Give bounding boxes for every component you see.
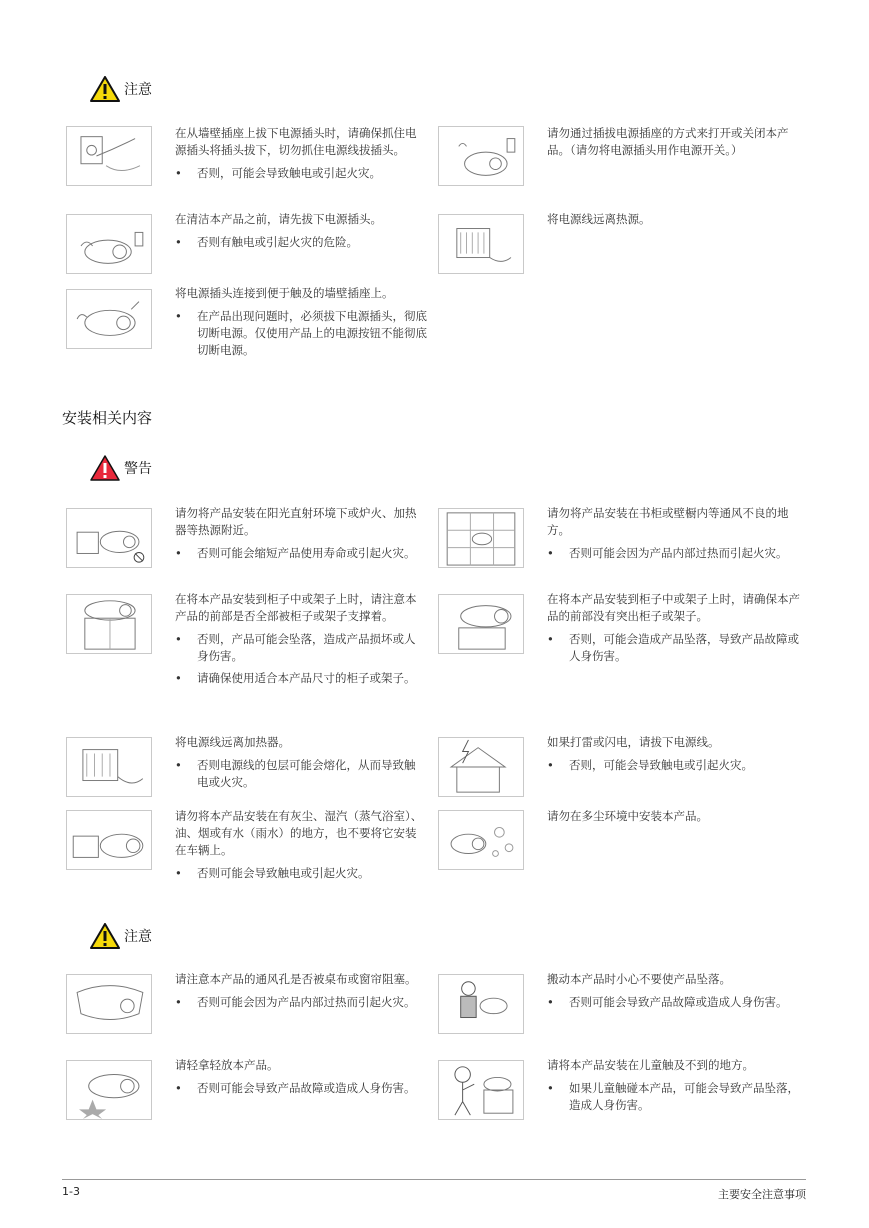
illustration-bookcase (438, 508, 524, 568)
illustration-plug-switch (438, 126, 524, 186)
illustration-cabinet-support (66, 594, 152, 654)
illustration-carrying (438, 974, 524, 1034)
item-bullet: • 否则可能会导致产品故障或造成人身伤害。 (547, 994, 802, 1011)
item-text: 请勿在多尘环境中安装本产品。 (547, 809, 708, 823)
item-bullet: • 如果儿童触碰本产品，可能会导致产品坠落，造成人身伤害。 (547, 1080, 802, 1114)
item-text: 将电源线远离热源。 (547, 212, 651, 226)
item-bullet: • 否则可能会缩短产品使用寿命或引起火灾。 (175, 545, 425, 562)
item-bullet: • 否则，可能会造成产品坠落，导致产品故障或人身伤害。 (547, 631, 802, 665)
item-bullet: • 否则可能会因为产品内部过热而引起火灾。 (547, 545, 802, 562)
item-bullet: • 否则可能会导致触电或引起火灾。 (175, 865, 427, 882)
item-c4 (547, 1057, 802, 1119)
item-bullet: • 请确保使用适合本产品尺寸的柜子或架子。 (175, 670, 425, 687)
item-p5 (175, 285, 430, 364)
item-text: 如果打雷或闪电，请拔下电源线。 (547, 735, 720, 749)
caution-triangle-icon (90, 76, 120, 102)
caution-header-bottom (90, 923, 152, 949)
item-c1 (175, 971, 425, 1016)
item-bullet: • 否则可能会导致产品故障或造成人身伤害。 (175, 1080, 425, 1097)
illustration-humid-vehicle (66, 810, 152, 870)
item-w3 (175, 591, 425, 692)
item-p2 (547, 125, 802, 159)
warning-triangle-icon (90, 455, 120, 481)
item-text: 搬动本产品时小心不要使产品坠落。 (547, 972, 731, 986)
warning-label: 警告 (124, 461, 152, 477)
item-text: 请将本产品安装在儿童触及不到的地方。 (547, 1058, 754, 1072)
illustration-lightning (438, 737, 524, 797)
item-w8 (547, 808, 802, 825)
footer-divider (62, 1179, 806, 1180)
illustration-wall-outlet (66, 289, 152, 349)
warning-header (90, 455, 152, 481)
caution-label: 注意 (124, 82, 152, 98)
item-w6 (547, 734, 802, 779)
item-c3 (175, 1057, 425, 1102)
item-bullet: • 否则，产品可能会坠落，造成产品损坏或人身伤害。 (175, 631, 425, 665)
item-bullet: • 否则可能会因为产品内部过热而引起火灾。 (175, 994, 425, 1011)
item-text: 将电源插头连接到便于触及的墙壁插座上。 (175, 286, 394, 300)
illustration-gentle-handling (66, 1060, 152, 1120)
item-p4 (547, 211, 802, 228)
item-bullet: • 否则，可能会导致触电或引起火灾。 (175, 165, 425, 182)
item-w7 (175, 808, 427, 887)
illustration-heater-cord (438, 214, 524, 274)
item-text: 请轻拿轻放本产品。 (175, 1058, 279, 1072)
illustration-sunlight-heater (66, 508, 152, 568)
caution-header-top (90, 76, 152, 102)
item-w4 (547, 591, 802, 670)
item-text: 请注意本产品的通风孔是否被桌布或窗帘阻塞。 (175, 972, 417, 986)
item-c2 (547, 971, 802, 1016)
item-bullet: • 否则有触电或引起火灾的危险。 (175, 234, 425, 251)
illustration-cleaning (66, 214, 152, 274)
item-text: 请勿将产品安装在阳光直射环境下或炉火、加热器等热源附近。 (175, 506, 417, 537)
caution-label: 注意 (124, 929, 152, 945)
item-bullet: • 否则，可能会导致触电或引起火灾。 (547, 757, 802, 774)
item-p1 (175, 125, 425, 187)
item-text: 将电源线远离加热器。 (175, 735, 290, 749)
item-text: 请勿通过插拔电源插座的方式来打开或关闭本产品。（请勿将电源插头用作电源开关。） (547, 126, 789, 157)
illustration-unplug-grip (66, 126, 152, 186)
item-w5 (175, 734, 425, 796)
item-bullet: • 在产品出现问题时，必须拔下电源插头，彻底切断电源。仅使用产品上的电源按钮不能彻底切断电源。 (175, 308, 430, 359)
item-p3 (175, 211, 425, 256)
illustration-vent-cover (66, 974, 152, 1034)
illustration-shelf-overhang (438, 594, 524, 654)
page-number: 1-3 (62, 1185, 80, 1198)
item-text: 在将本产品安装到柜子中或架子上时，请确保本产品的前部没有突出柜子或架子。 (547, 592, 800, 623)
item-text: 请勿将本产品安装在有灰尘、湿汽（蒸气浴室）、油、烟或有水（雨水）的地方，也不要将它安装在车辆上。 (175, 809, 423, 857)
item-text: 在将本产品安装到柜子中或架子上时，请注意本产品的前部是否全部被柜子或架子支撑着。 (175, 592, 417, 623)
item-text: 请勿将产品安装在书柜或壁橱内等通风不良的地方。 (547, 506, 789, 537)
item-text: 在从墙壁插座上拔下电源插头时，请确保抓住电源插头将插头拔下，切勿抓住电源线拔插头。 (175, 126, 417, 157)
illustration-dust (438, 810, 524, 870)
item-w1 (175, 505, 425, 567)
item-text: 在清洁本产品之前，请先拔下电源插头。 (175, 212, 382, 226)
caution-triangle-icon (90, 923, 120, 949)
illustration-heater-cable (66, 737, 152, 797)
footer-title: 主要安全注意事项 (718, 1188, 806, 1201)
illustration-child-reach (438, 1060, 524, 1120)
item-w2 (547, 505, 802, 567)
section-heading-install: 安装相关内容 (62, 409, 153, 427)
item-bullet: • 否则电源线的包层可能会熔化，从而导致触电或火灾。 (175, 757, 425, 791)
